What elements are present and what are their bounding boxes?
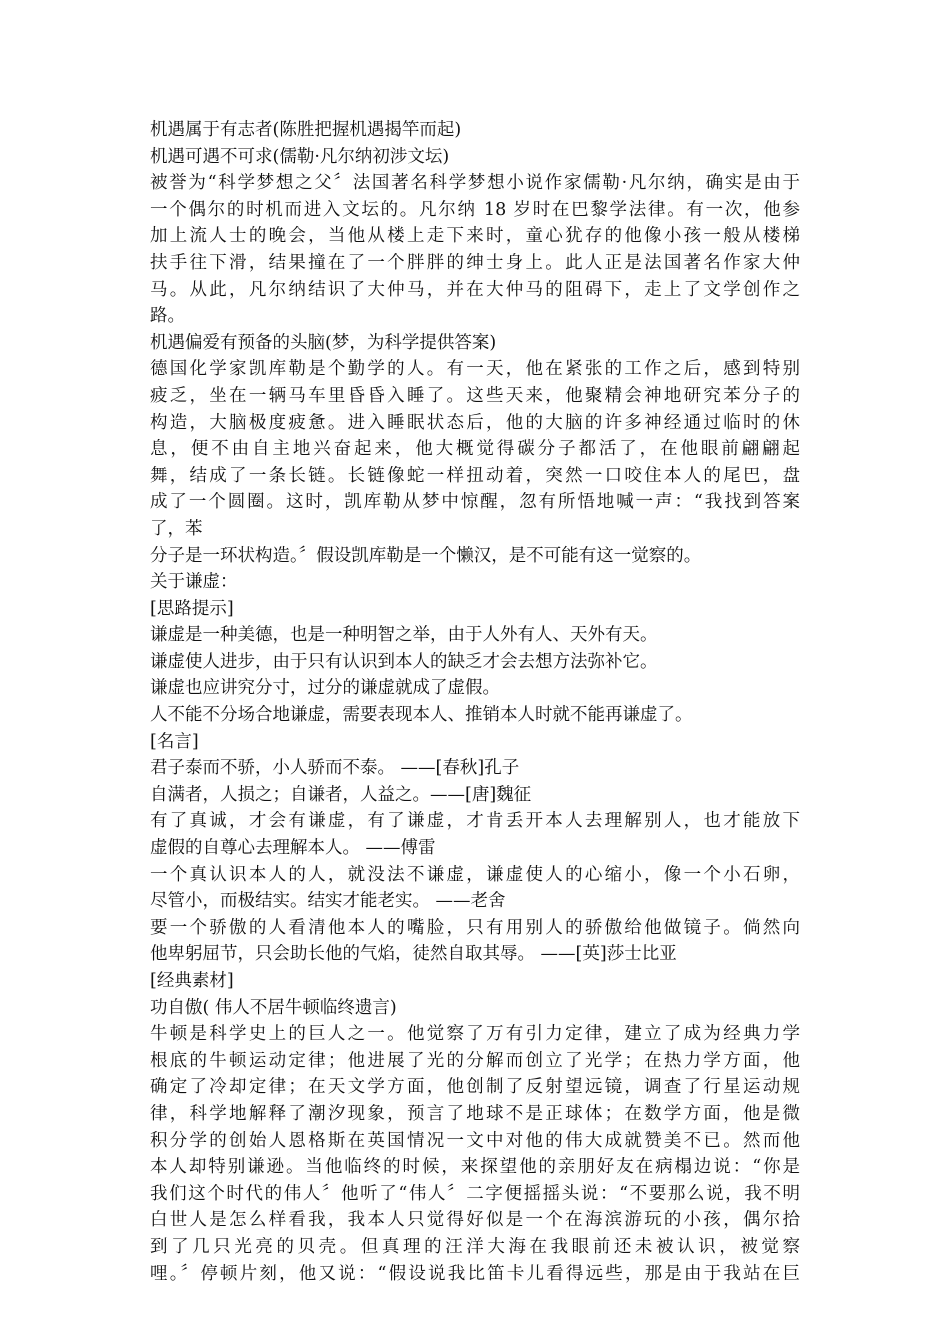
text-line: 到了几只光亮的贝壳。但真理的汪洋大海在我眼前还未被认识，被觉察 [150, 1236, 800, 1257]
text-line: 自满者，人损之；自谦者，人益之。——[唐]魏征 [150, 784, 532, 805]
text-line: 虚假的自尊心去理解本人。 ——傅雷 [150, 838, 436, 859]
text-line: 谦虚是一种美德，也是一种明智之举，由于人外有人、天外有天。 [150, 625, 658, 646]
text-line: 分子是一环状构造。〞假设凯库勒是一个懒汉，是不可能有这一觉察的。 [150, 545, 702, 566]
text-line: 扶手往下滑，结果撞在了一个胖胖的绅士身上。此人正是法国著名作家大仲 [150, 252, 800, 273]
text-line: 成了一个圆圈。这时，凯库勒从梦中惊醒，忽有所悟地喊一声：“我找到答案 [150, 492, 800, 513]
text-line: 一个偶尔的时机而进入文坛的。凡尔纳 18 岁时在巴黎学法律。有一次，他参 [150, 199, 800, 220]
text-line: 谦虚也应讲究分寸，过分的谦虚就成了虚假。 [150, 678, 500, 699]
text-line: 马。从此，凡尔纳结识了大仲马，并在大仲马的阻碍下，走上了文学创作之 [150, 279, 800, 300]
text-line: 息，便不由自主地兴奋起来，他大概觉得碳分子都活了，在他眼前翩翩起 [150, 439, 800, 460]
text-line: 疲乏，坐在一辆马车里昏昏入睡了。这些天来，他聚精会神地研究苯分子的 [150, 385, 800, 406]
text-line: 被誉为“科学梦想之父〞法国著名科学梦想小说作家儒勒·凡尔纳，确实是由于 [150, 173, 800, 194]
text-line: 白世人是怎么样看我，我本人只觉得好似是一个在海滨游玩的小孩，偶尔拾 [150, 1210, 800, 1231]
text-line: [名言] [150, 731, 199, 752]
text-line: 哩。〞停顿片刻，他又说：“假设说我比笛卡儿看得远些，那是由于我站在巨 [150, 1263, 800, 1284]
text-line: 舞，结成了一条长链。长链像蛇一样扭动着，突然一口咬住本人的尾巴，盘 [150, 465, 800, 486]
text-line: 机遇偏爱有预备的头脑(梦，为科学提供答案) [150, 332, 497, 353]
text-line: 积分学的创始人恩格斯在英国情况一文中对他的伟大成就赞美不已。然而他 [150, 1130, 800, 1151]
text-line: 机遇属于有志者(陈胜把握机遇揭竿而起) [150, 120, 462, 140]
text-line: 牛顿是科学史上的巨人之一。他觉察了万有引力定律，建立了成为经典力学 [150, 1024, 800, 1045]
document-body [150, 117, 800, 1287]
text-line: 功自傲( 伟人不居牛顿临终遗言) [150, 997, 397, 1018]
text-line: 根底的牛顿运动定律；他进展了光的分解而创立了光学；在热力学方面，他 [150, 1050, 800, 1071]
text-line: 路。 [150, 306, 185, 327]
text-line: 律，科学地解释了潮汐现象，预言了地球不是正球体；在数学方面，他是微 [150, 1103, 800, 1124]
text-line: 一个真认识本人的人，就没法不谦虚，谦虚使人的心缩小，像一个小石卵， [150, 864, 800, 885]
text-line: 谦虚使人进步，由于只有认识到本人的缺乏才会去想方法弥补它。 [150, 651, 658, 672]
text-line: 有了真诚，才会有谦虚，有了谦虚，才肯丢开本人去理解别人，也才能放下 [150, 811, 800, 832]
text-line: 本人却特别谦逊。当他临终的时候，来探望他的亲朋好友在病榻边说：“你是 [150, 1157, 800, 1178]
text-line: [思路提示] [150, 598, 234, 619]
text-line: 了，苯 [150, 518, 203, 539]
text-line: 机遇可遇不可求(儒勒·凡尔纳初涉文坛) [150, 146, 450, 167]
text-line: 构造，大脑极度疲惫。进入睡眠状态后，他的大脑的许多神经通过临时的休 [150, 412, 800, 433]
text-line: 尽管小，而极结实。结实才能老实。 ——老舍 [150, 891, 506, 912]
text-line: 我们这个时代的伟人〞他听了“伟人〞二字便摇摇头说：“不要那么说，我不明 [150, 1183, 800, 1204]
text-line: 他卑躬屈节，只会助长他的气焰，徒然自取其辱。 ——[英]莎士比亚 [150, 944, 677, 965]
text-line: 关于谦虚： [150, 572, 238, 593]
text-line: 人不能不分场合地谦虚，需要表现本人、推销本人时就不能再谦虚了。 [150, 705, 693, 726]
text-line: 君子泰而不骄，小人骄而不泰。 ——[春秋]孔子 [150, 758, 520, 779]
text-line: 要一个骄傲的人看清他本人的嘴脸，只有用别人的骄傲给他做镜子。倘然向 [150, 917, 800, 938]
text-line: 德国化学家凯库勒是个勤学的人。有一天，他在紧张的工作之后，感到特别 [150, 359, 800, 380]
text-line: [经典素材] [150, 971, 234, 991]
text-line: 确定了冷却定律；在天文学方面，他创制了反射望远镜，调查了行星运动规 [150, 1077, 800, 1098]
text-line: 加上流人士的晚会，当他从楼上走下来时，童心犹存的他像小孩一般从楼梯 [150, 226, 800, 247]
